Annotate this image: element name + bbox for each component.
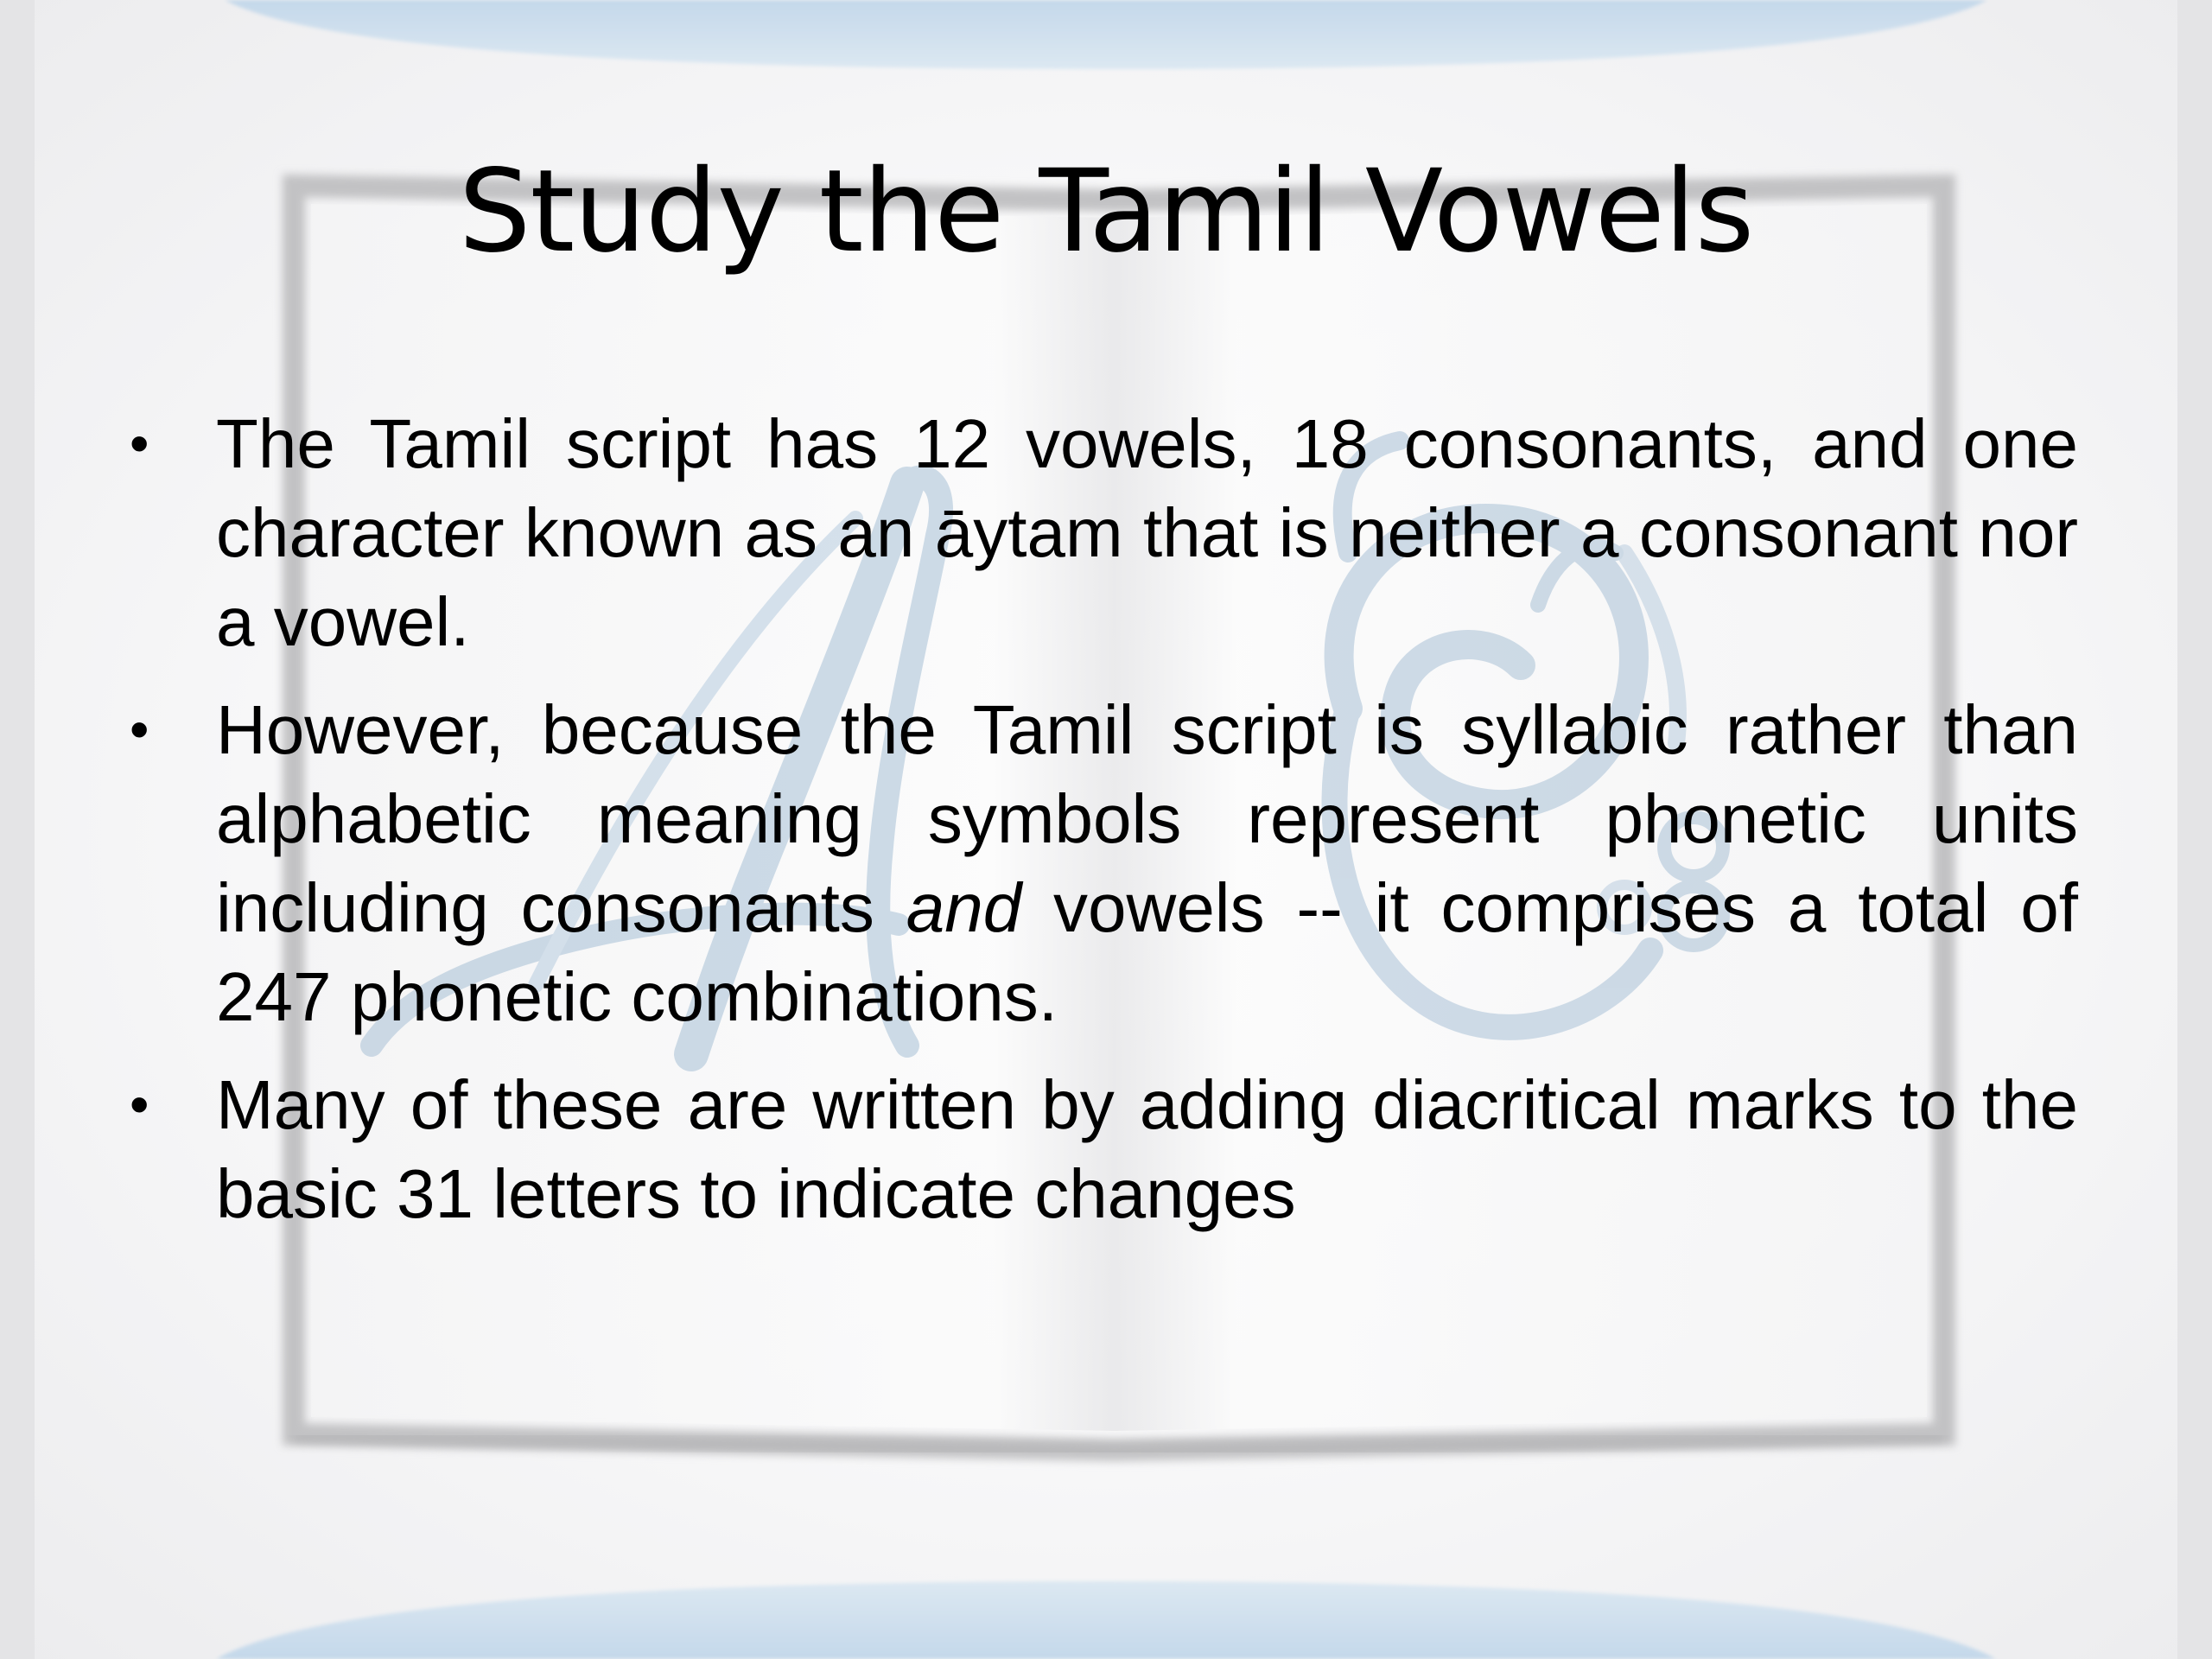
bullet-list xyxy=(130,399,2078,1257)
slide-title: Study the Tamil Vowels xyxy=(458,145,1754,278)
bullet-item xyxy=(130,399,2078,666)
bullet-text-emphasis: and xyxy=(906,869,1022,946)
bullet-text-part: However, because the Tamil script is syllabic rather than alphabetic meaning symbols represent phonetic units including consonants xyxy=(216,691,2078,946)
top-accent-band xyxy=(225,0,1987,69)
bullet-text: Many of these are written by adding diacritical marks to the basic 31 letters to indicate changes xyxy=(216,1066,2078,1232)
bullet-item xyxy=(130,685,2078,1041)
bullet-item xyxy=(130,1060,2078,1238)
bullet-text-part: vowels -- it comprises a total of 247 phonetic combinations. xyxy=(216,869,2078,1035)
bottom-accent-band xyxy=(216,1581,1996,1659)
bullet-marker: • xyxy=(130,412,149,474)
bullet-marker: • xyxy=(130,1073,149,1135)
bullet-marker: • xyxy=(130,698,149,760)
bullet-text: The Tamil script has 12 vowels, 18 consonants, and one character known as an āytam that is neither a consonant nor a vowel. xyxy=(216,405,2078,660)
